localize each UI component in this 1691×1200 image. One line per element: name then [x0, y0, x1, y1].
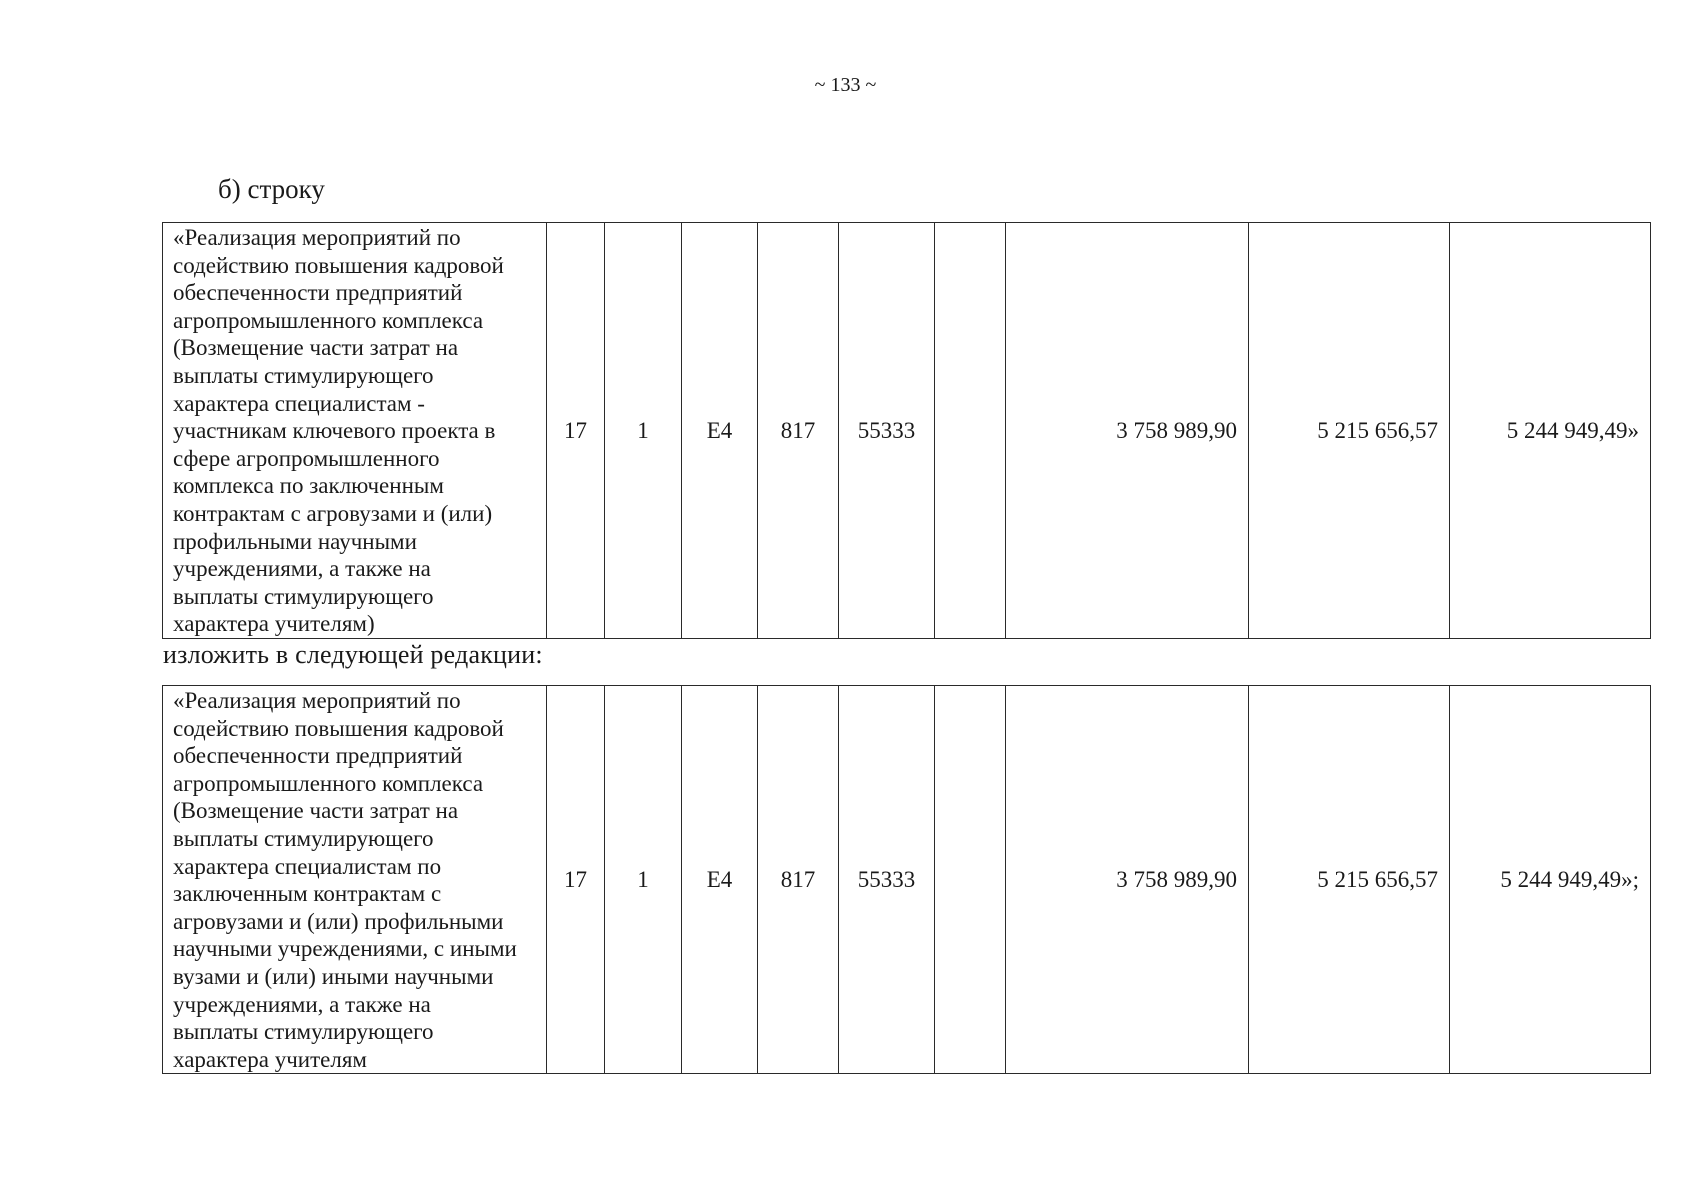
amount-1-cell: 3 758 989,90: [1006, 223, 1249, 639]
row-name-line: характера специалистам -: [173, 390, 425, 416]
ministry-cell: 817: [758, 223, 839, 639]
subprogram-cell: 1: [605, 686, 682, 1074]
row-name-line: профильными научными: [173, 528, 417, 554]
row-name-line: выплаты стимулирующего: [173, 825, 434, 851]
row-name-line: агровузами и (или) профильными: [173, 908, 504, 934]
row-name-line: обеспеченности предприятий: [173, 280, 463, 306]
row-name-line: характера специалистам по: [173, 853, 442, 879]
row-name-line: комплекса по заключенным: [173, 473, 444, 499]
amount-3-cell: 5 244 949,49»: [1450, 223, 1651, 639]
row-name-line: «Реализация мероприятий по: [173, 688, 461, 713]
table-row: [163, 223, 1651, 639]
project-cell: Е4: [682, 686, 758, 1074]
subprogram-cell: 1: [605, 223, 682, 639]
amount-2-cell: 5 215 656,57: [1249, 223, 1450, 639]
row-name-line: учреждениями, а также на: [173, 991, 431, 1017]
row-name-line: содействию повышения кадровой: [173, 252, 504, 278]
row-name-cell: [163, 686, 547, 1074]
row-name-line: выплаты стимулирующего: [173, 583, 434, 609]
row-name-line: обеспеченности предприятий: [173, 743, 463, 769]
code-cell: 55333: [839, 223, 935, 639]
type-cell: [935, 223, 1006, 639]
connector-text: изложить в следующей редакции:: [163, 640, 543, 669]
row-name-line: заключенным контрактам с: [173, 881, 442, 907]
row-name-line: характера учителям: [173, 1046, 367, 1072]
row-name-line: научными учреждениями, с иными: [173, 936, 517, 962]
type-cell: [935, 686, 1006, 1074]
row-name-line: сфере агропромышленного: [173, 445, 440, 471]
amount-1-cell: 3 758 989,90: [1006, 686, 1249, 1074]
row-name-line: «Реализация мероприятий по: [173, 225, 461, 250]
code-cell: 55333: [839, 686, 935, 1074]
old-row-table: [162, 222, 1651, 639]
page-number: ~ 133 ~: [814, 74, 877, 96]
subheading: б) строку: [218, 174, 325, 204]
ministry-cell: 817: [758, 686, 839, 1074]
row-name-line: агропромышленного комплекса: [173, 307, 484, 333]
amount-2-cell: 5 215 656,57: [1249, 686, 1450, 1074]
row-name-line: контрактам с агровузами и (или): [173, 500, 493, 526]
row-name-line: (Возмещение части затрат на: [173, 335, 459, 361]
row-name-line: учреждениями, а также на: [173, 556, 431, 582]
new-row-table: [162, 685, 1651, 1074]
project-cell: Е4: [682, 223, 758, 639]
row-name-line: вузами и (или) иными научными: [173, 963, 494, 989]
program-cell: 17: [547, 686, 605, 1074]
row-name-line: выплаты стимулирующего: [173, 1019, 434, 1045]
row-name-cell: [163, 223, 547, 639]
row-name-line: (Возмещение части затрат на: [173, 798, 459, 824]
row-name-line: участникам ключевого проекта в: [173, 418, 496, 444]
row-name-line: содействию повышения кадровой: [173, 715, 504, 741]
amount-3-cell: 5 244 949,49»;: [1450, 686, 1651, 1074]
row-name-line: агропромышленного комплекса: [173, 770, 484, 796]
program-cell: 17: [547, 223, 605, 639]
row-name-line: характера учителям): [173, 611, 375, 637]
table-row: [163, 686, 1651, 1074]
row-name-line: выплаты стимулирующего: [173, 362, 434, 388]
